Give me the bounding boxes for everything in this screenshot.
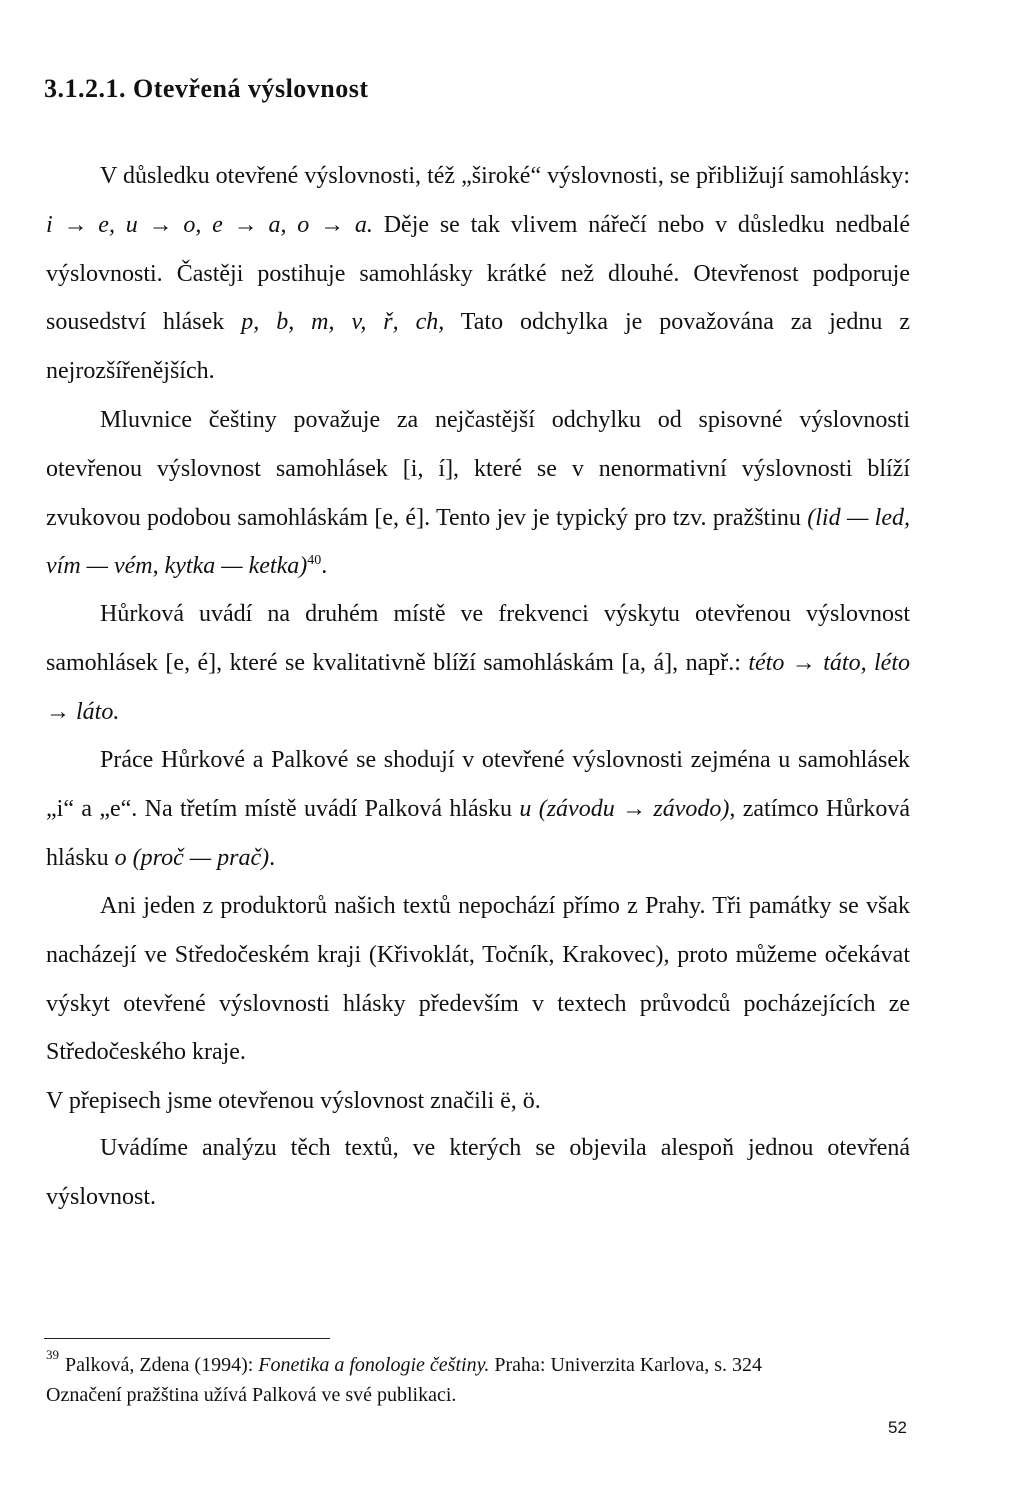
footnotes <box>46 1340 926 1410</box>
example-zavodu: (závodu → závodo) <box>538 795 730 822</box>
text: V důsledku otevřené výslovnosti, též „široké“ výslovnosti, se přibližují samohlásky: <box>100 163 910 189</box>
letter-o: o <box>114 844 127 871</box>
text: Praha: Univerzita Karlova, s. 324 <box>494 1354 763 1376</box>
paragraph-prague-dialect <box>46 396 910 591</box>
text: Palková, Zdena (1994): <box>65 1354 254 1376</box>
footnote-number: 39 <box>46 1347 59 1362</box>
footnote-ref-40: 40 <box>307 553 322 569</box>
paragraph-open-pronunciation-intro <box>46 152 910 396</box>
paragraph-hurkova <box>46 590 910 736</box>
example-vowel-shifts: i → e, u → o, e → a, o → a. <box>46 211 373 238</box>
text: Ani jeden z produktorů našich textů nepochází přímo z Prahy. Tři památky se však nacházejí ve Středočeském kraji (Křivoklát, Točník, Krakovec), proto můžeme očekávat výskyt otevřené výslovnosti hlásky především v textech průvodců pocházejících ze Středočeského kraje. <box>46 893 910 1066</box>
text: . <box>321 553 328 580</box>
text: Hůrková uvádí na druhém místě ve frekvenci výskytu otevřenou výslovnost samohlásek [e, é], které se kvalitativně blíží samohláskám [a, á], např.: <box>46 601 910 676</box>
text: Mluvnice češtiny považuje za nejčastější odchylku od spisovné výslovnosti otevřenou výslovnost samohlásek [i, í], které se v nenormativní výslovnosti blíží zvukovou podobou samohláskám [e, é]. Tento jev je typický pro tzv. pražštinu <box>46 407 910 531</box>
section-heading: 3.1.2.1. Otevřená výslovnost <box>44 74 369 103</box>
text: Práce Hůrkové a Palkové se shodují v otevřené výslovnosti zejména u samohlásek „i“ a „e“. Na třetím místě uvádí Palková hlásku <box>46 747 910 822</box>
example-prague: (lid — led, vím — vém, kytka — ketka) <box>46 504 910 580</box>
example-teto: této → táto, léto → láto. <box>46 649 910 725</box>
footnote-divider <box>44 1338 330 1339</box>
paragraph-producers <box>46 882 910 1126</box>
text: . <box>269 844 276 871</box>
page-number: 52 <box>888 1418 907 1437</box>
text: , zatímco Hůrková hlásku <box>46 795 911 871</box>
letter-u: u <box>519 795 532 822</box>
example-proc: (proč — prač) <box>132 844 270 871</box>
example-consonants: p, b, m, v, ř, ch, <box>241 309 445 336</box>
book-title: Fonetika a fonologie češtiny. <box>258 1354 490 1376</box>
footnote-40: Označení pražština užívá Palková ve své publikaci. <box>46 1384 457 1406</box>
text: Děje se tak vlivem nářečí nebo v důsledku nedbalé výslovnosti. Častěji postihuje samohlásky krátké než dlouhé. Otevřenost podporuje sousedství hlásek <box>46 211 911 336</box>
paragraph-analysis-intro: Uvádíme analýzu těch textů, ve kterých se objevila alespoň jednou otevřená výslovnost. <box>46 1135 910 1210</box>
text: Tato odchylka je považována za jednu z nejrozšířenějších. <box>46 309 910 385</box>
transcription-note: V přepisech jsme otevřenou výslovnost značili ë, ö. <box>46 1088 541 1115</box>
footnote-39 <box>46 1340 926 1380</box>
paragraph-comparison <box>46 736 910 882</box>
